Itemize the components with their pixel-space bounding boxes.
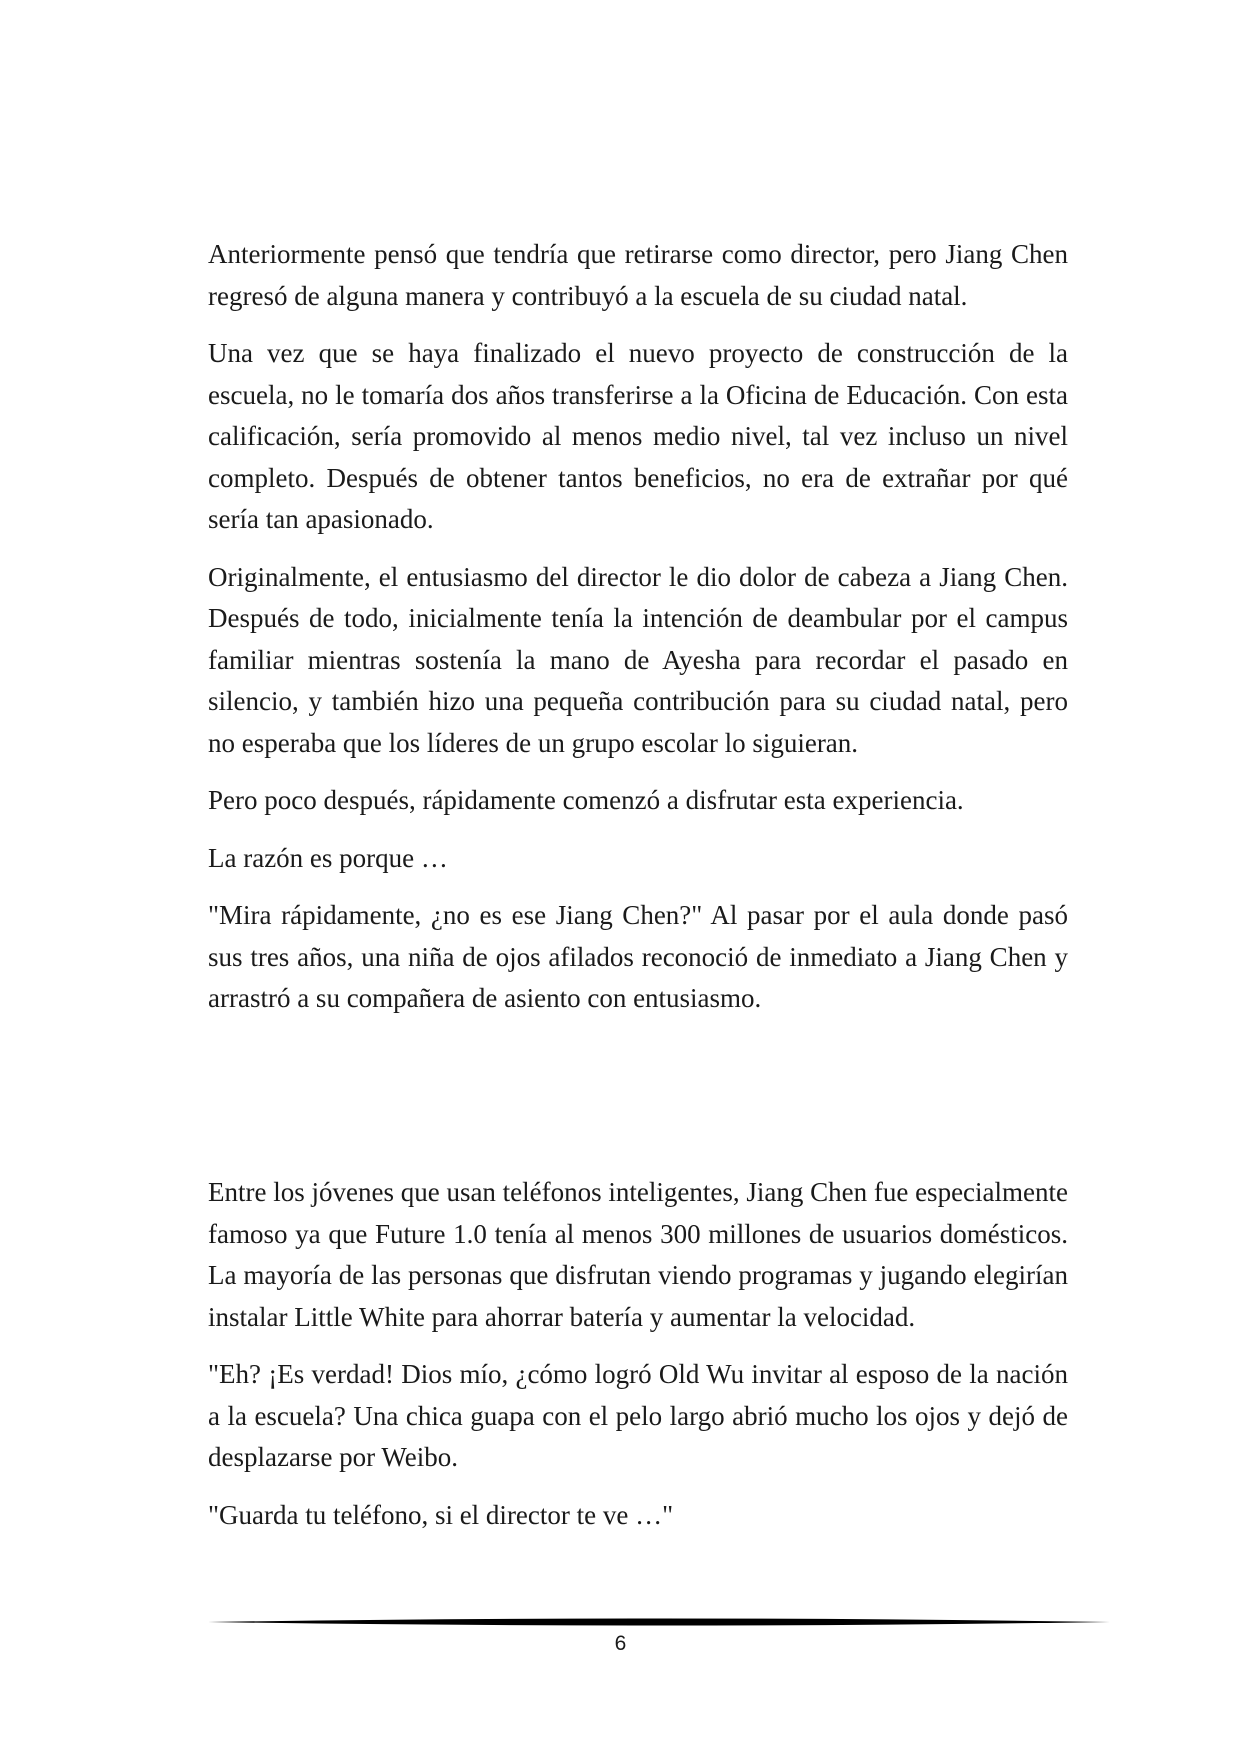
paragraph: Pero poco después, rápidamente comenzó a disfrutar esta experiencia. [208, 785, 964, 815]
paragraph: La razón es porque … [208, 842, 448, 873]
paragraph: "Guarda tu teléfono, si el director te ve …" [208, 1499, 674, 1530]
body-text-top [208, 234, 1068, 1020]
page-number: 6 [614, 1632, 627, 1655]
footer-divider [208, 1618, 1110, 1626]
paragraph: Entre los jóvenes que usan teléfonos inteligentes, Jiang Chen fue especialmente famoso ya que Future 1.0 tenía al menos 300 millones de usuarios domésticos. La mayoría de las personas que disfrutan viendo programas y jugando elegirían instalar Little White para ahorrar batería y aumentar la velocidad. [208, 1177, 1068, 1332]
paragraph: Anteriormente pensó que tendría que retirarse como director, pero Jiang Chen regresó de alguna manera y contribuyó a la escuela de su ciudad natal. [208, 239, 1068, 311]
paragraph: "Eh? ¡Es verdad! Dios mío, ¿cómo logró Old Wu invitar al esposo de la nación a la escuela? Una chica guapa con el pelo largo abrió mucho los ojos y dejó de desplazarse por Weibo. [208, 1359, 1068, 1472]
paragraph: "Mira rápidamente, ¿no es ese Jiang Chen?" Al pasar por el aula donde pasó sus tres años, una niña de ojos afilados reconoció de inmediato a Jiang Chen y arrastró a su compañera de asiento con entusiasmo. [208, 900, 1068, 1013]
body-text-bottom [208, 1172, 1068, 1536]
paragraph: Originalmente, el entusiasmo del director le dio dolor de cabeza a Jiang Chen. Después de todo, inicialmente tenía la intención de deambular por el campus familiar mientras sostenía la mano de Ayesha para recordar el pasado en silencio, y también hizo una pequeña contribución para su ciudad natal, pero no esperaba que los líderes de un grupo escolar lo siguieran. [208, 561, 1068, 758]
paragraph: Una vez que se haya finalizado el nuevo proyecto de construcción de la escuela, no le tomaría dos años transferirse a la Oficina de Educación. Con esta calificación, sería promovido al menos medio nivel, tal vez incluso un nivel completo. Después de obtener tantos beneficios, no era de extrañar por qué sería tan apasionado. [208, 338, 1068, 534]
